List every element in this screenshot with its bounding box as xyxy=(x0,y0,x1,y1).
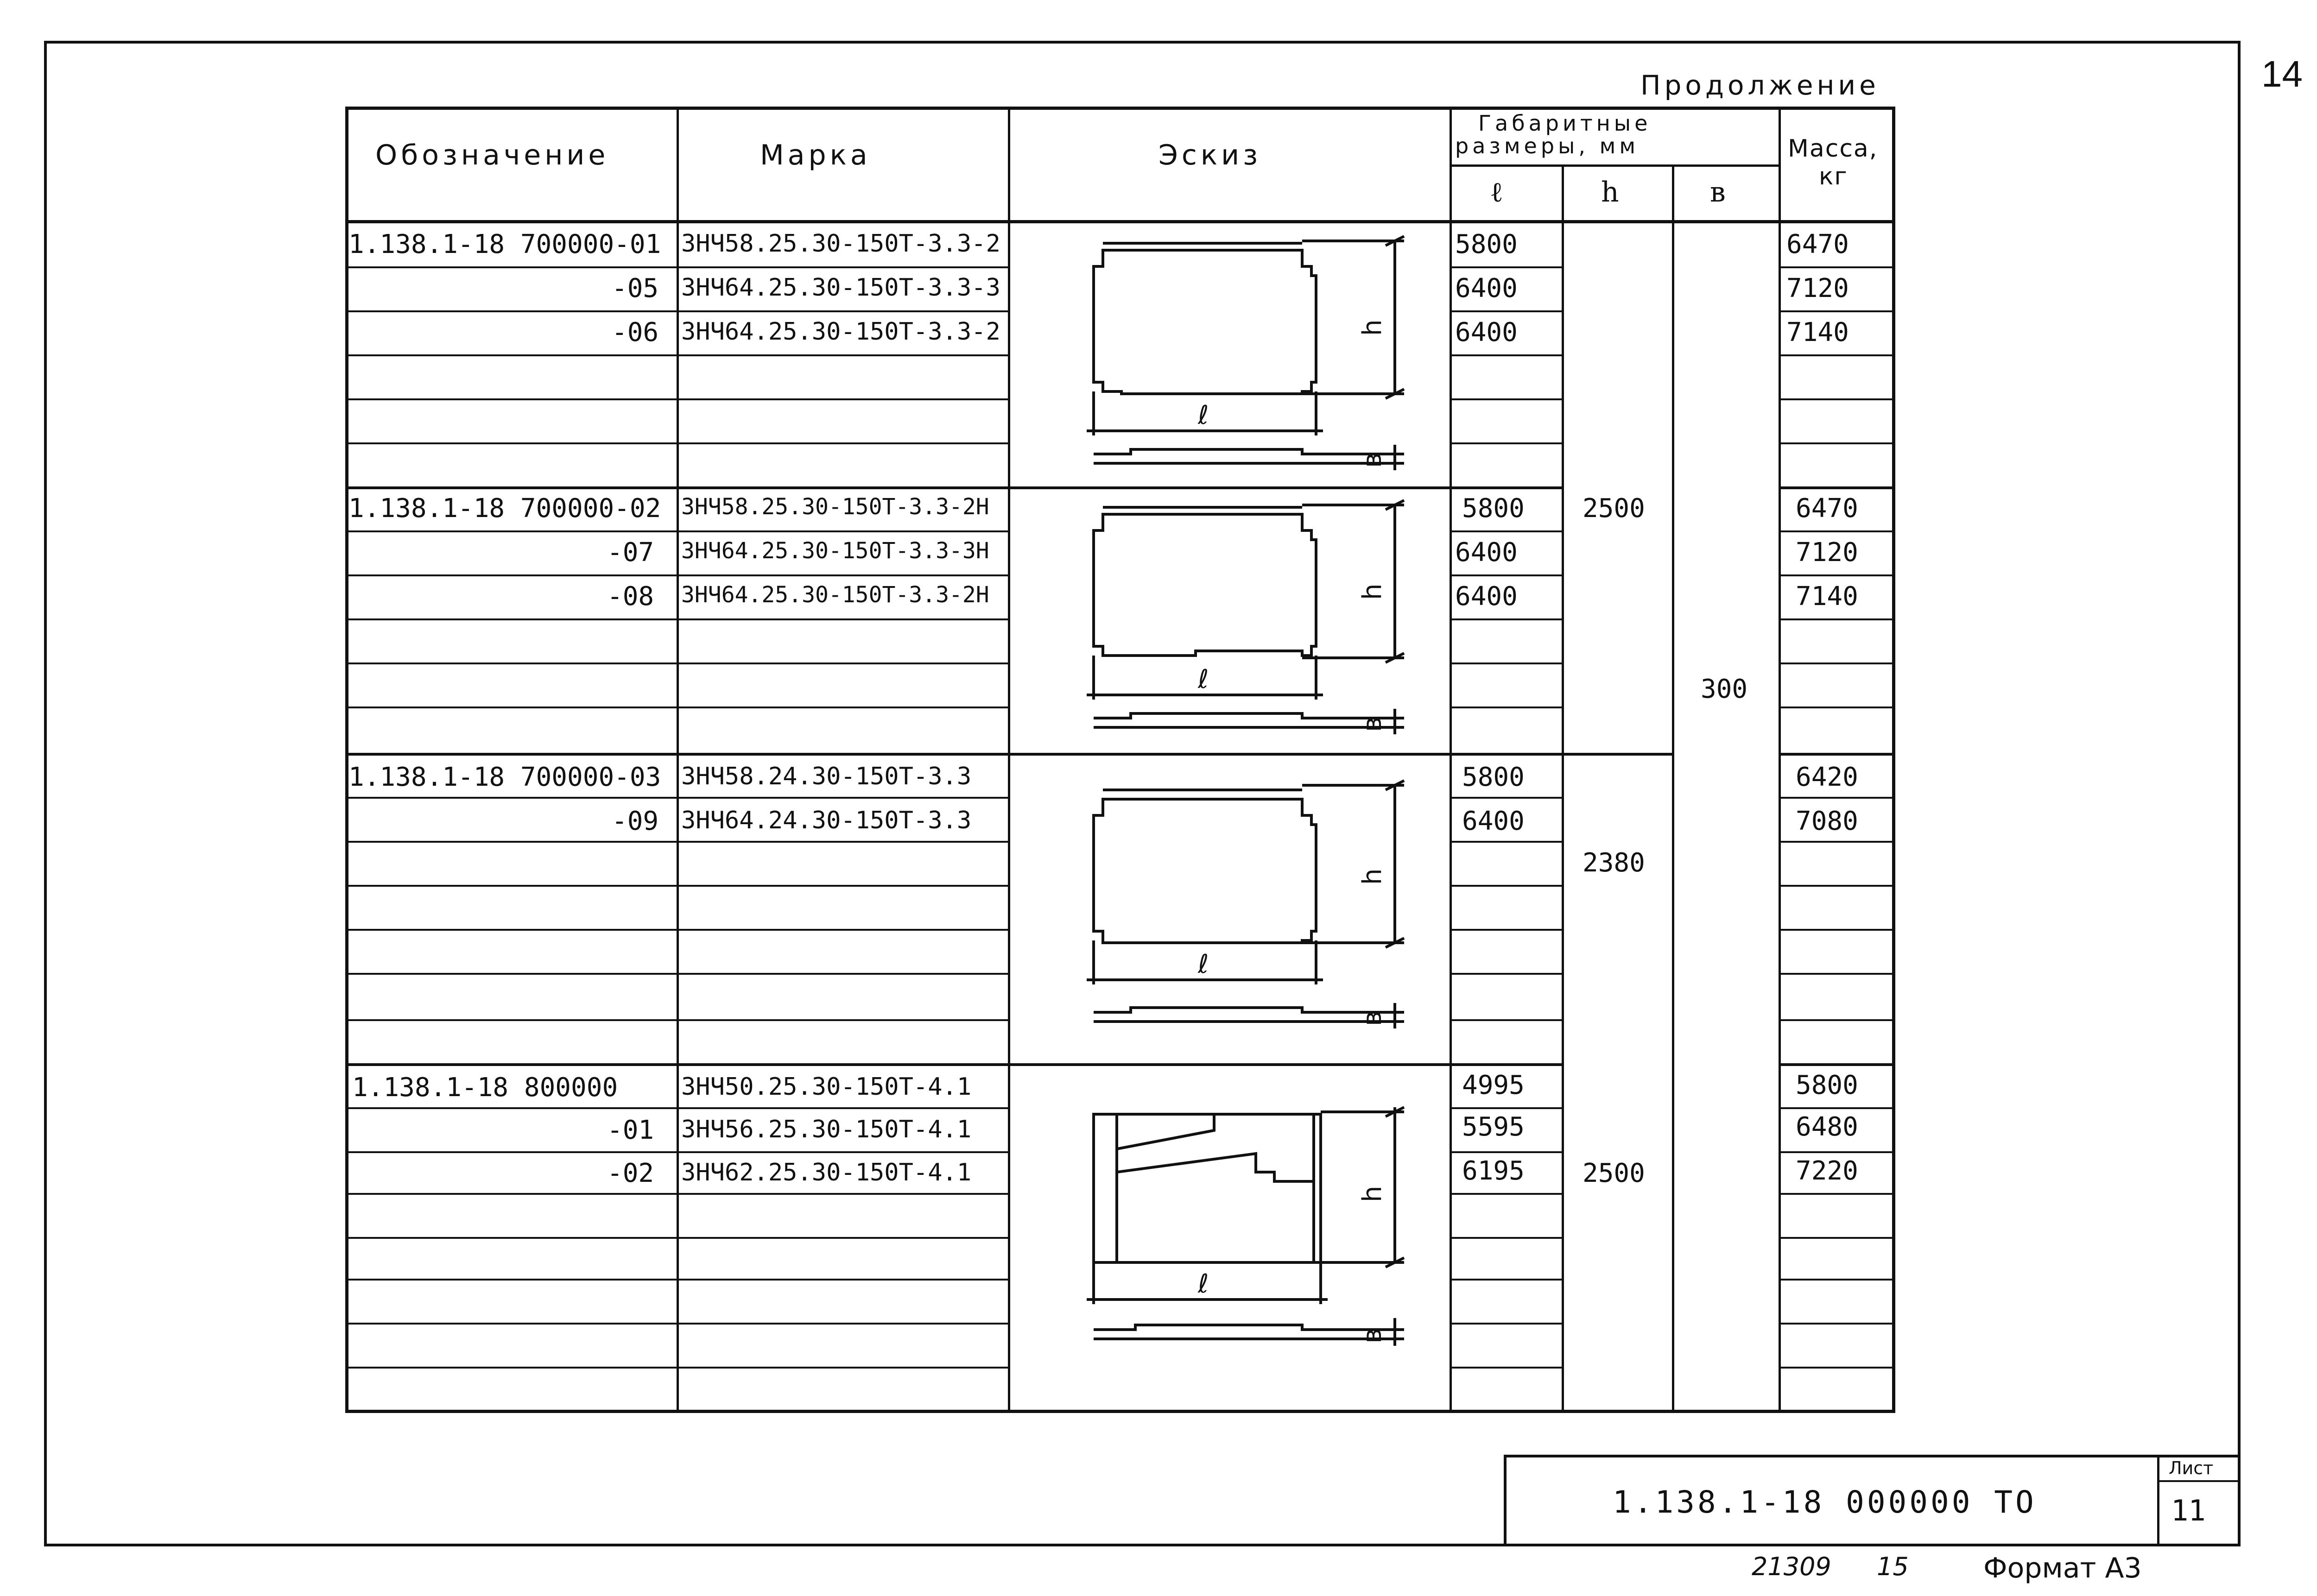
continuation-label: Продолжение xyxy=(1640,69,1880,101)
length-cell: 6400 xyxy=(1455,273,1518,303)
header-sketch: Эскиз xyxy=(1158,139,1262,171)
designation-cell: 1.138.1-18 700000-01 xyxy=(348,229,661,259)
length-cell: 5800 xyxy=(1455,229,1518,259)
length-cell: 6400 xyxy=(1462,806,1525,836)
length-cell: 4995 xyxy=(1462,1070,1525,1100)
mass-cell: 7220 xyxy=(1796,1156,1858,1186)
page-number: 14 xyxy=(2261,53,2303,95)
designation-cell: 1.138.1-18 700000-03 xyxy=(348,762,661,792)
sketch-label-height: h xyxy=(1357,868,1387,885)
sketch-label-length: ℓ xyxy=(1198,1269,1209,1299)
mark-cell: 3НЧ58.25.30-150Т-3.3-2 xyxy=(681,230,1000,258)
height-merged-value: 2380 xyxy=(1583,848,1645,878)
mark-cell: 3НЧ58.24.30-150Т-3.3 xyxy=(681,763,972,790)
document-code: 1.138.1-18 000000 ТО xyxy=(1613,1484,2037,1520)
header-designation: Обозначение xyxy=(375,139,609,171)
header-dimensions-2: размеры, мм xyxy=(1455,133,1640,158)
mass-cell: 7140 xyxy=(1786,317,1849,347)
designation-cell: -08 xyxy=(607,581,654,612)
format-label: Формат А3 xyxy=(1983,1552,2142,1584)
mark-cell: 3НЧ58.25.30-150Т-3.3-2Н xyxy=(681,494,989,520)
length-cell: 6400 xyxy=(1455,537,1518,568)
mass-cell: 5800 xyxy=(1796,1070,1858,1100)
panel-sketch xyxy=(1080,498,1432,744)
sketch-label-thickness: в xyxy=(1357,1328,1387,1344)
sheet-label: Лист xyxy=(2169,1458,2214,1478)
mark-cell: 3НЧ62.25.30-150Т-4.1 xyxy=(681,1159,972,1186)
mark-cell: 3НЧ64.25.30-150Т-3.3-3 xyxy=(681,274,1000,302)
header-dim-b: в xyxy=(1710,176,1729,208)
header-dimensions-1: Габаритные xyxy=(1478,111,1652,136)
panel-sketch xyxy=(1080,778,1432,1038)
height-merged-value: 2500 xyxy=(1583,493,1645,524)
length-cell: 6400 xyxy=(1455,317,1518,347)
thickness-merged-value: 300 xyxy=(1701,674,1748,704)
mass-cell: 7120 xyxy=(1786,273,1849,303)
designation-cell: -09 xyxy=(612,806,659,836)
designation-cell: 1.138.1-18 800000 xyxy=(352,1072,618,1103)
designation-cell: 1.138.1-18 700000-02 xyxy=(348,493,661,524)
mark-cell: 3НЧ50.25.30-150Т-4.1 xyxy=(681,1073,972,1101)
sketch-label-length: ℓ xyxy=(1198,400,1209,430)
sketch-label-thickness: в xyxy=(1357,1010,1387,1026)
sketch-label-thickness: в xyxy=(1357,716,1387,732)
mass-cell: 6480 xyxy=(1796,1112,1858,1142)
length-cell: 5800 xyxy=(1462,493,1525,524)
length-cell: 5800 xyxy=(1462,762,1525,792)
designation-cell: -01 xyxy=(607,1115,654,1145)
length-cell: 5595 xyxy=(1462,1112,1525,1142)
mark-cell: 3НЧ56.25.30-150Т-4.1 xyxy=(681,1116,972,1143)
sheet-number: 11 xyxy=(2171,1494,2206,1527)
mass-cell: 7080 xyxy=(1796,806,1858,836)
length-cell: 6195 xyxy=(1462,1156,1525,1186)
mass-cell: 6470 xyxy=(1796,493,1858,524)
mass-cell: 7120 xyxy=(1796,537,1858,568)
sketch-label-length: ℓ xyxy=(1198,949,1209,979)
designation-cell: -05 xyxy=(612,273,659,303)
mass-cell: 7140 xyxy=(1796,581,1858,612)
designation-cell: -02 xyxy=(607,1158,654,1188)
sketch-label-height: h xyxy=(1357,1186,1387,1202)
designation-cell: -06 xyxy=(612,317,659,347)
sketch-label-thickness: в xyxy=(1357,452,1387,468)
sketch-label-length: ℓ xyxy=(1198,664,1209,694)
height-merged-value: 2500 xyxy=(1583,1158,1645,1188)
mass-cell: 6470 xyxy=(1786,229,1849,259)
header-mass-2: кг xyxy=(1819,163,1848,190)
mark-cell: 3НЧ64.24.30-150Т-3.3 xyxy=(681,807,972,834)
header-dim-h: h xyxy=(1601,176,1623,208)
mark-cell: 3НЧ64.25.30-150Т-3.3-2Н xyxy=(681,582,989,608)
header-mass-1: Масса, xyxy=(1788,135,1878,163)
mark-cell: 3НЧ64.25.30-150Т-3.3-3Н xyxy=(681,538,989,564)
sketch-label-height: h xyxy=(1357,319,1387,336)
header-dim-l: ℓ xyxy=(1490,176,1507,208)
copy-number: 15 xyxy=(1877,1552,1909,1581)
panel-sketch xyxy=(1080,234,1432,479)
length-cell: 6400 xyxy=(1455,581,1518,612)
sketch-label-height: h xyxy=(1357,583,1387,600)
mass-cell: 6420 xyxy=(1796,762,1858,792)
panel-sketch xyxy=(1080,1098,1432,1357)
mark-cell: 3НЧ64.25.30-150Т-3.3-2 xyxy=(681,318,1000,346)
header-mark: Марка xyxy=(760,139,871,171)
inventory-number: 21309 xyxy=(1752,1552,1831,1581)
designation-cell: -07 xyxy=(607,537,654,568)
